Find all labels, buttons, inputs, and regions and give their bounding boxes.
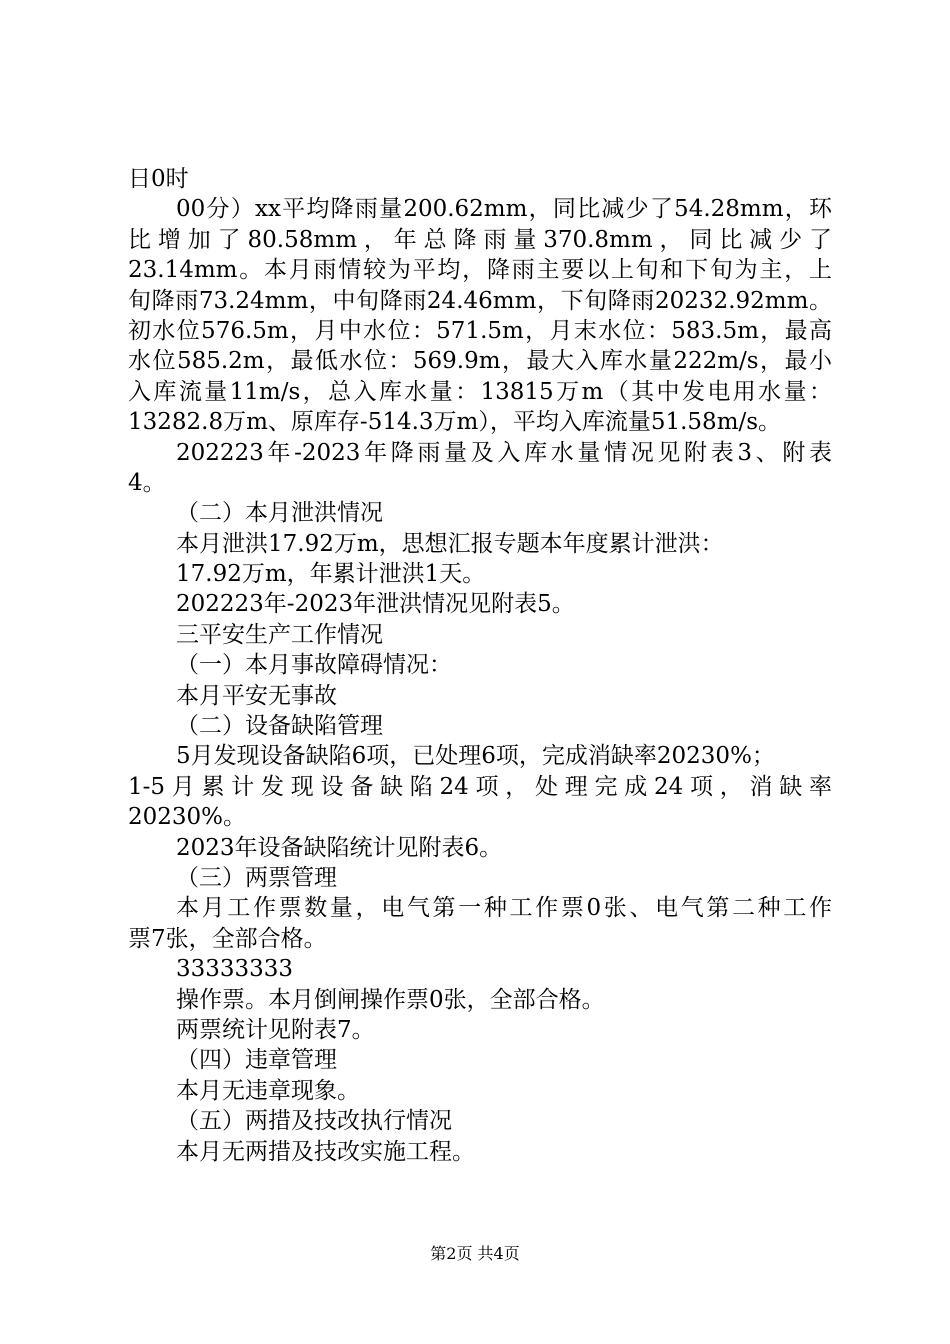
text-line: 旬​降​雨​7​3​.​2​4​m​m​，​中​旬​降​雨​2​4​.​4​6​m​m​，​下​旬​降​雨​2​0​2​3​2​.​9​2​m​m​。​ — [128, 287, 832, 314]
text-line: 本月无违章现象。 — [176, 1077, 360, 1104]
document-body — [128, 164, 832, 1167]
text-line: 本​月​工​作​票​数​量​，​电​气​第​一​种​工​作​票​0​张​、​电​气​第​二​种​工​作 — [176, 895, 832, 922]
text-line: 2023年设备缺陷统计见附表6。 — [176, 834, 503, 861]
text-line: 操作票。本月倒闸操作票0张，全部合格。 — [176, 986, 605, 1013]
text-line: （二）本月泄洪情况 — [176, 500, 383, 527]
text-line: 2​0​2​2​2​3​年​-​2​0​2​3​年​降​雨​量​及​入​库​水​量​情​况​见​附​表​3​、​附​表 — [176, 439, 832, 466]
text-line: 初​水​位​5​7​6​.​5​m​，​月​中​水​位​：​5​7​1​.​5​m​，​月​末​水​位​：​5​8​3​.​5​m​，​最​高 — [128, 317, 832, 344]
text-line: 20230%。 — [128, 804, 247, 831]
text-line: 17.92万m，年累计泄洪1天。 — [176, 561, 486, 588]
text-line: 13282.8万m、原库存-514.3万m），平均入库流量51.58m/s。 — [128, 409, 782, 436]
text-line: 两票统计见附表7。 — [176, 1016, 375, 1043]
text-line: 比​增​加​了​8​0​.​5​8​m​m​，​年​总​降​雨​量​3​7​0​.​8​m​m​，​同​比​减​少​了 — [128, 226, 832, 253]
text-line: （一）本月事故障碍情况： — [176, 652, 452, 679]
text-line: 1​-​5​月​累​计​发​现​设​备​缺​陷​2​4​项​，​处​理​完​成​2​4​项​，​消​缺​率 — [128, 773, 832, 800]
page-footer: 第2页 共4页 — [430, 1244, 520, 1263]
text-line: 水​位​5​8​5​.​2​m​，​最​低​水​位​：​5​6​9​.​9​m​，​最​大​入​库​水​量​2​2​2​m​/​s​，​最​小 — [128, 348, 832, 375]
text-line: 5月发现设备缺陷6项，已处理6项，完成消缺率20230%； — [176, 743, 775, 770]
text-line: 三平安生产工作情况 — [176, 621, 383, 648]
text-line: （五）两措及技改执行情况 — [176, 1108, 452, 1135]
text-line: 本月泄洪17.92万m，思想汇报专题本年度累计泄洪： — [176, 530, 724, 557]
text-line: 4。 — [128, 469, 166, 496]
text-line: （三）两票管理 — [176, 864, 337, 891]
text-line: 入​库​流​量​1​1​m​/​s​，​总​入​库​水​量​：​1​3​8​1​5​万​m​（​其​中​发​电​用​水​量​： — [128, 378, 832, 405]
text-line: 本月无两措及技改实施工程。 — [176, 1138, 475, 1165]
text-line: 日0时 — [128, 166, 189, 192]
text-line: （二）设备缺陷管理 — [176, 713, 383, 740]
text-line: 票7张，全部合格。 — [128, 925, 327, 952]
text-line: 33333333 — [176, 956, 294, 983]
text-line: 2​3​.​1​4​m​m​。​本​月​雨​情​较​为​平​均​，​降​雨​主​要​以​上​旬​和​下​旬​为​主​，​上 — [128, 257, 832, 284]
text-line: 202223年-2023年泄洪情况见附表5。 — [176, 591, 575, 618]
text-line: 0​0​分​）​x​x​平​均​降​雨​量​2​0​0​.​6​2​m​m​，​同​比​减​少​了​5​4​.​2​8​m​m​，​环 — [176, 196, 832, 223]
text-line: （四）违章管理 — [176, 1047, 337, 1074]
text-line: 本月平安无事故 — [176, 682, 337, 709]
